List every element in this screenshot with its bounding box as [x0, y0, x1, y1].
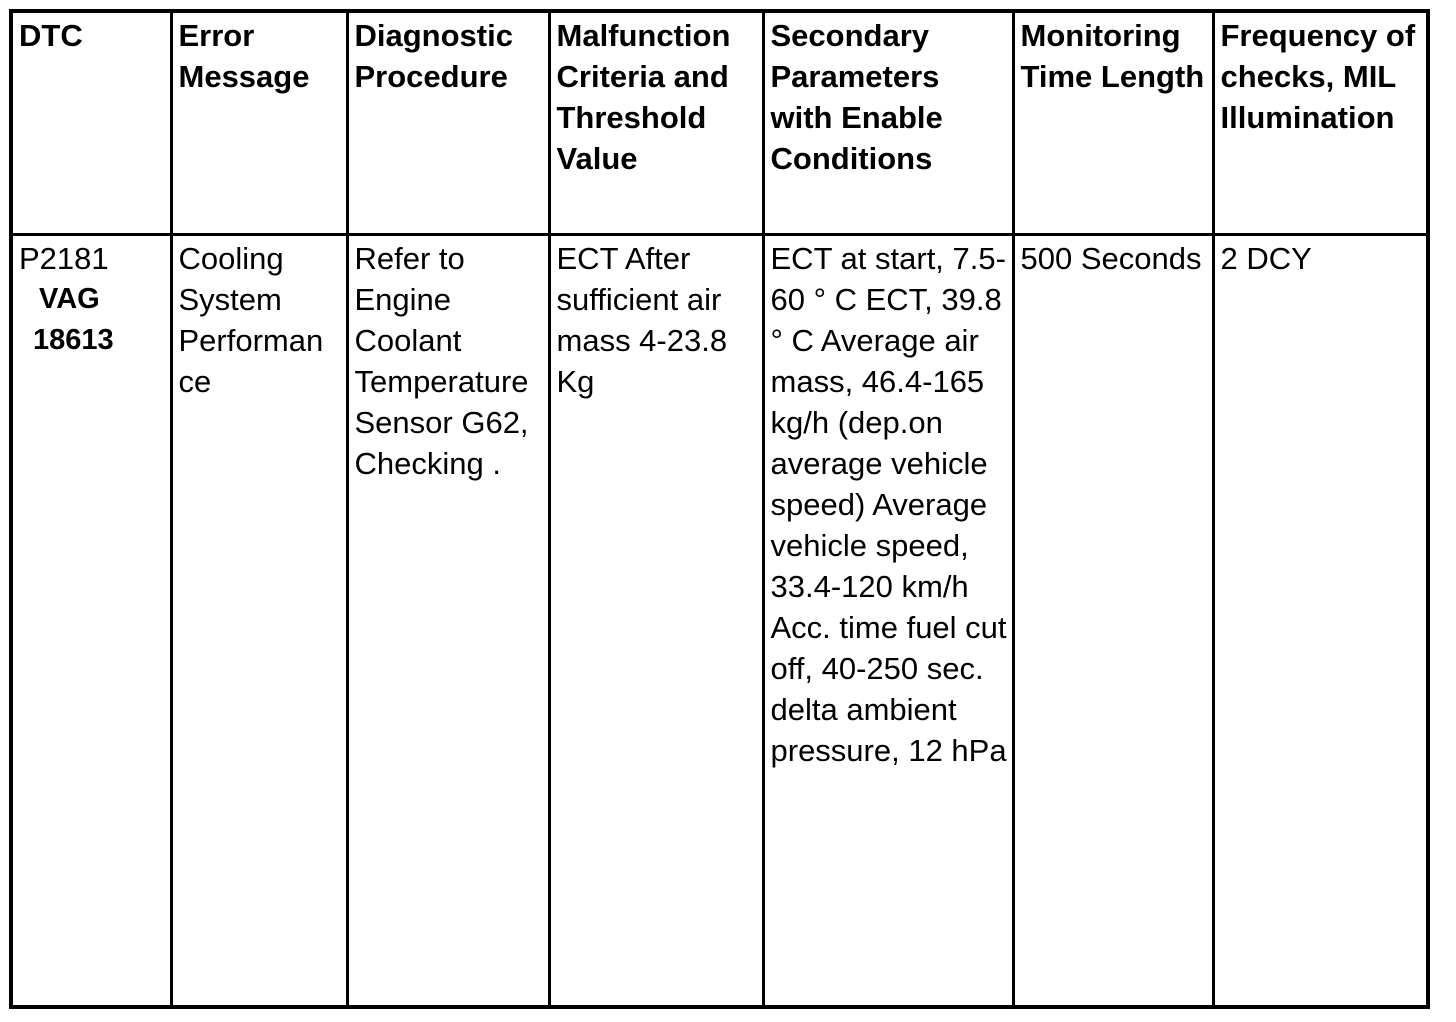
header-malfunction-criteria: Malfunction Criteria and Threshold Value	[549, 11, 763, 235]
error-message-text: Cooling System Performan ce	[178, 241, 324, 399]
cell-secondary-parameters	[763, 235, 1013, 1008]
malfunction-criteria-text: ECT After sufficient air mass 4-23.8 Kg	[556, 241, 728, 399]
monitoring-time-text: 500 Seconds	[1020, 241, 1202, 276]
header-diagnostic-procedure: Diagnostic Procedure	[347, 11, 549, 235]
vag-code: 18613	[33, 324, 114, 356]
header-dtc: DTC	[11, 11, 171, 235]
cell-diagnostic-procedure	[347, 235, 549, 1008]
frequency-text: 2 DCY	[1220, 241, 1312, 276]
table-row	[11, 235, 1428, 1008]
diagnostic-procedure-text: Refer to Engine Coolant Temperature Sensor G62, Checking .	[354, 241, 529, 481]
dtc-table	[9, 9, 1430, 1009]
header-frequency: Frequency of checks, MIL Illumination	[1213, 11, 1428, 235]
cell-error-message	[171, 235, 347, 1008]
header-monitoring-time: Monitoring Time Length	[1013, 11, 1213, 235]
cell-malfunction-criteria	[549, 235, 763, 1008]
header-error-message: Error Message	[171, 11, 347, 235]
secondary-parameters-text: ECT at start, 7.5-60 ° C ECT, 39.8 ° C Average air mass, 46.4-165 kg/h (dep.on average vehicle speed) Average vehicle speed, 33.4-120 km/h Acc. time fuel cut off, 40-250 sec. delta ambient pressure, 12 hPa	[770, 241, 1007, 768]
dtc-code: P2181	[19, 241, 109, 276]
cell-frequency	[1213, 235, 1428, 1008]
vag-label: VAG	[39, 283, 100, 315]
header-secondary-parameters: Secondary Parameters with Enable Conditions	[763, 11, 1013, 235]
cell-monitoring-time	[1013, 235, 1213, 1008]
header-row	[11, 11, 1428, 235]
cell-dtc	[11, 235, 171, 1008]
